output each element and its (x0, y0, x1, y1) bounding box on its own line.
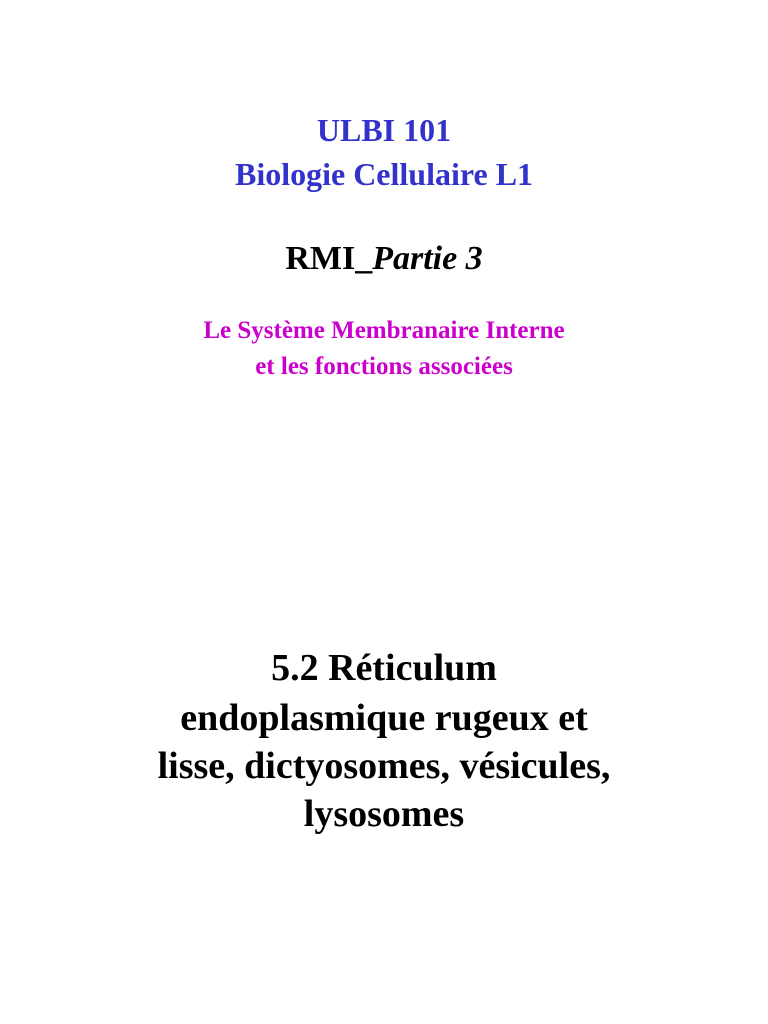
subtitle-line-1: Le Système Membranaire Interne (203, 317, 565, 344)
section-title-line-2: endoplasmique rugeux et (180, 697, 588, 739)
part-label: Partie 3 (372, 240, 483, 277)
subtitle-line-2: et les fonctions associées (255, 353, 513, 380)
course-code: ULBI 101 (316, 112, 452, 148)
part-heading (0, 237, 768, 281)
part-prefix: RMI_ (285, 240, 373, 277)
section-title-line-4: lysosomes (303, 793, 465, 835)
section-title-line-1: 5.2 Réticulum (271, 647, 497, 689)
section-title-line-3: lisse, dictyosomes, vésicules, (157, 745, 611, 787)
course-name: Biologie Cellulaire L1 (234, 156, 534, 192)
